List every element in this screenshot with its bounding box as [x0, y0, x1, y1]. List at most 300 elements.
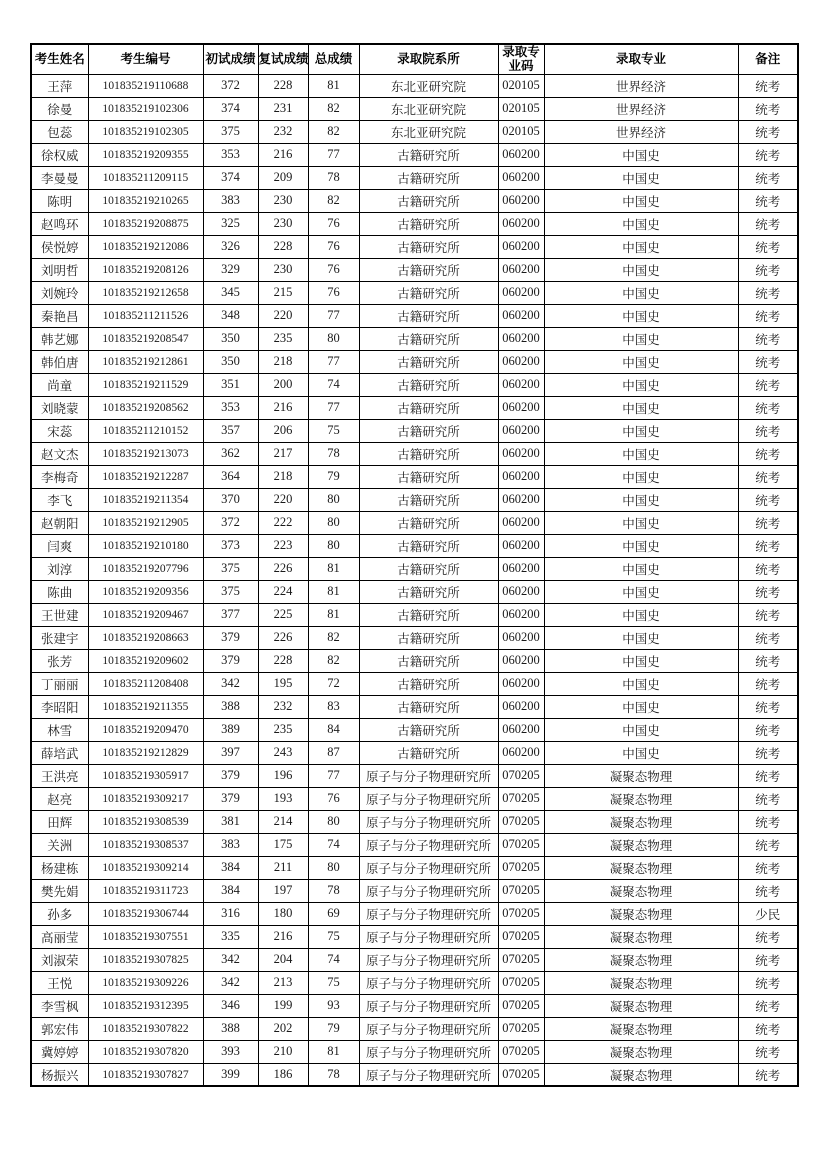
cell-retest-score: 231 [258, 97, 308, 120]
cell-major-code: 070205 [498, 810, 544, 833]
cell-remark: 统考 [738, 1017, 798, 1040]
cell-retest-score: 232 [258, 120, 308, 143]
cell-total-score: 74 [308, 833, 359, 856]
cell-department: 古籍研究所 [359, 488, 498, 511]
cell-initial-score: 351 [203, 373, 258, 396]
cell-total-score: 78 [308, 166, 359, 189]
table-row [31, 442, 798, 465]
cell-total-score: 77 [308, 143, 359, 166]
cell-remark: 统考 [738, 488, 798, 511]
cell-major-code: 060200 [498, 672, 544, 695]
cell-major-code: 060200 [498, 304, 544, 327]
cell-department: 古籍研究所 [359, 626, 498, 649]
table-row [31, 465, 798, 488]
cell-remark: 统考 [738, 603, 798, 626]
cell-department: 原子与分子物理研究所 [359, 879, 498, 902]
cell-name: 赵鸣环 [31, 212, 88, 235]
cell-major: 凝聚态物理 [544, 879, 738, 902]
cell-retest-score: 206 [258, 419, 308, 442]
cell-department: 东北亚研究院 [359, 74, 498, 97]
cell-major: 中国史 [544, 626, 738, 649]
cell-major: 中国史 [544, 442, 738, 465]
cell-retest-score: 230 [258, 189, 308, 212]
cell-name: 杨振兴 [31, 1063, 88, 1086]
cell-department: 原子与分子物理研究所 [359, 948, 498, 971]
cell-major: 世界经济 [544, 97, 738, 120]
cell-total-score: 82 [308, 626, 359, 649]
cell-remark: 统考 [738, 465, 798, 488]
cell-major: 中国史 [544, 511, 738, 534]
cell-total-score: 78 [308, 1063, 359, 1086]
cell-department: 古籍研究所 [359, 672, 498, 695]
cell-major: 凝聚态物理 [544, 971, 738, 994]
cell-candidate-id: 101835219209470 [88, 718, 203, 741]
cell-department: 原子与分子物理研究所 [359, 971, 498, 994]
cell-initial-score: 384 [203, 856, 258, 879]
admission-table [30, 43, 799, 1087]
cell-initial-score: 374 [203, 166, 258, 189]
cell-total-score: 75 [308, 971, 359, 994]
cell-major-code: 070205 [498, 879, 544, 902]
cell-retest-score: 217 [258, 442, 308, 465]
cell-remark: 统考 [738, 649, 798, 672]
cell-total-score: 83 [308, 695, 359, 718]
cell-total-score: 76 [308, 281, 359, 304]
cell-retest-score: 196 [258, 764, 308, 787]
cell-name: 刘明哲 [31, 258, 88, 281]
col-header-retest-score: 复试成绩 [258, 44, 308, 74]
table-row [31, 1017, 798, 1040]
cell-major: 中国史 [544, 350, 738, 373]
cell-department: 原子与分子物理研究所 [359, 1017, 498, 1040]
cell-major-code: 060200 [498, 465, 544, 488]
cell-initial-score: 379 [203, 764, 258, 787]
cell-initial-score: 348 [203, 304, 258, 327]
cell-major: 中国史 [544, 649, 738, 672]
cell-candidate-id: 101835211211526 [88, 304, 203, 327]
cell-major-code: 070205 [498, 1017, 544, 1040]
cell-remark: 统考 [738, 74, 798, 97]
cell-remark: 统考 [738, 327, 798, 350]
cell-name: 尚童 [31, 373, 88, 396]
col-header-department: 录取院系所 [359, 44, 498, 74]
cell-department: 古籍研究所 [359, 580, 498, 603]
cell-major-code: 060200 [498, 695, 544, 718]
cell-total-score: 82 [308, 120, 359, 143]
cell-remark: 统考 [738, 212, 798, 235]
cell-department: 古籍研究所 [359, 557, 498, 580]
cell-name: 王世建 [31, 603, 88, 626]
table-row [31, 97, 798, 120]
table-row [31, 143, 798, 166]
cell-candidate-id: 101835219211355 [88, 695, 203, 718]
cell-major: 中国史 [544, 304, 738, 327]
cell-initial-score: 374 [203, 97, 258, 120]
cell-remark: 统考 [738, 166, 798, 189]
cell-initial-score: 384 [203, 879, 258, 902]
cell-major-code: 060200 [498, 442, 544, 465]
cell-candidate-id: 101835219212658 [88, 281, 203, 304]
cell-department: 原子与分子物理研究所 [359, 764, 498, 787]
cell-candidate-id: 101835219307822 [88, 1017, 203, 1040]
cell-major-code: 060200 [498, 166, 544, 189]
cell-major-code: 060200 [498, 649, 544, 672]
cell-major: 中国史 [544, 258, 738, 281]
cell-initial-score: 329 [203, 258, 258, 281]
cell-major-code: 060200 [498, 281, 544, 304]
cell-major-code: 060200 [498, 373, 544, 396]
cell-major-code: 070205 [498, 833, 544, 856]
cell-name: 陈明 [31, 189, 88, 212]
cell-total-score: 78 [308, 442, 359, 465]
cell-candidate-id: 101835219110688 [88, 74, 203, 97]
cell-candidate-id: 101835219209467 [88, 603, 203, 626]
cell-remark: 统考 [738, 994, 798, 1017]
cell-retest-score: 199 [258, 994, 308, 1017]
table-row [31, 856, 798, 879]
table-row [31, 948, 798, 971]
cell-initial-score: 357 [203, 419, 258, 442]
cell-remark: 统考 [738, 97, 798, 120]
cell-name: 侯悦婷 [31, 235, 88, 258]
table-row [31, 994, 798, 1017]
cell-candidate-id: 101835211209115 [88, 166, 203, 189]
cell-remark: 统考 [738, 1063, 798, 1086]
cell-remark: 统考 [738, 764, 798, 787]
cell-major: 中国史 [544, 534, 738, 557]
cell-total-score: 84 [308, 718, 359, 741]
cell-major: 中国史 [544, 718, 738, 741]
cell-department: 古籍研究所 [359, 143, 498, 166]
table-row [31, 833, 798, 856]
cell-initial-score: 383 [203, 833, 258, 856]
cell-name: 郭宏伟 [31, 1017, 88, 1040]
cell-initial-score: 393 [203, 1040, 258, 1063]
table-body [31, 74, 798, 1086]
cell-retest-score: 232 [258, 695, 308, 718]
cell-department: 原子与分子物理研究所 [359, 925, 498, 948]
cell-retest-score: 197 [258, 879, 308, 902]
cell-remark: 统考 [738, 396, 798, 419]
cell-remark: 统考 [738, 695, 798, 718]
col-header-remark: 备注 [738, 44, 798, 74]
cell-name: 赵朝阳 [31, 511, 88, 534]
cell-retest-score: 225 [258, 603, 308, 626]
cell-department: 原子与分子物理研究所 [359, 994, 498, 1017]
cell-major-code: 060200 [498, 189, 544, 212]
cell-name: 杨建栋 [31, 856, 88, 879]
cell-department: 原子与分子物理研究所 [359, 810, 498, 833]
cell-retest-score: 228 [258, 235, 308, 258]
col-header-major-code: 录取专业码 [498, 44, 544, 74]
cell-department: 古籍研究所 [359, 166, 498, 189]
col-header-total-score: 总成绩 [308, 44, 359, 74]
cell-total-score: 81 [308, 1040, 359, 1063]
cell-initial-score: 381 [203, 810, 258, 833]
cell-major-code: 070205 [498, 994, 544, 1017]
cell-major: 中国史 [544, 488, 738, 511]
cell-total-score: 81 [308, 557, 359, 580]
cell-department: 古籍研究所 [359, 373, 498, 396]
table-row [31, 603, 798, 626]
cell-initial-score: 316 [203, 902, 258, 925]
header-row [31, 44, 798, 74]
cell-remark: 统考 [738, 925, 798, 948]
cell-department: 古籍研究所 [359, 212, 498, 235]
cell-department: 古籍研究所 [359, 465, 498, 488]
cell-department: 古籍研究所 [359, 419, 498, 442]
cell-candidate-id: 101835219208126 [88, 258, 203, 281]
cell-department: 古籍研究所 [359, 695, 498, 718]
col-header-name: 考生姓名 [31, 44, 88, 74]
cell-retest-score: 211 [258, 856, 308, 879]
cell-remark: 统考 [738, 304, 798, 327]
cell-candidate-id: 101835219307825 [88, 948, 203, 971]
cell-candidate-id: 101835219207796 [88, 557, 203, 580]
cell-department: 原子与分子物理研究所 [359, 787, 498, 810]
table-row [31, 649, 798, 672]
cell-retest-score: 215 [258, 281, 308, 304]
cell-total-score: 79 [308, 1017, 359, 1040]
cell-name: 韩伯唐 [31, 350, 88, 373]
cell-remark: 统考 [738, 258, 798, 281]
col-header-candidate-id: 考生编号 [88, 44, 203, 74]
cell-total-score: 72 [308, 672, 359, 695]
cell-candidate-id: 101835219210180 [88, 534, 203, 557]
cell-major-code: 060200 [498, 557, 544, 580]
cell-total-score: 81 [308, 74, 359, 97]
cell-total-score: 78 [308, 879, 359, 902]
cell-remark: 统考 [738, 235, 798, 258]
cell-retest-score: 235 [258, 718, 308, 741]
cell-remark: 统考 [738, 534, 798, 557]
cell-remark: 统考 [738, 281, 798, 304]
cell-major: 中国史 [544, 189, 738, 212]
cell-major: 中国史 [544, 396, 738, 419]
cell-name: 林雪 [31, 718, 88, 741]
cell-initial-score: 345 [203, 281, 258, 304]
cell-total-score: 77 [308, 304, 359, 327]
cell-remark: 统考 [738, 833, 798, 856]
cell-major: 凝聚态物理 [544, 1040, 738, 1063]
table-row [31, 304, 798, 327]
cell-major-code: 070205 [498, 971, 544, 994]
cell-remark: 统考 [738, 557, 798, 580]
table-row [31, 419, 798, 442]
cell-name: 张建宇 [31, 626, 88, 649]
cell-major: 中国史 [544, 580, 738, 603]
cell-retest-score: 228 [258, 649, 308, 672]
cell-total-score: 79 [308, 465, 359, 488]
cell-major-code: 060200 [498, 534, 544, 557]
cell-major-code: 060200 [498, 327, 544, 350]
table-row [31, 741, 798, 764]
cell-candidate-id: 101835219309214 [88, 856, 203, 879]
cell-candidate-id: 101835219307827 [88, 1063, 203, 1086]
cell-remark: 统考 [738, 718, 798, 741]
cell-retest-score: 216 [258, 143, 308, 166]
cell-retest-score: 220 [258, 304, 308, 327]
cell-department: 东北亚研究院 [359, 97, 498, 120]
cell-candidate-id: 101835219209356 [88, 580, 203, 603]
cell-major-code: 060200 [498, 396, 544, 419]
cell-major-code: 060200 [498, 511, 544, 534]
table-row [31, 189, 798, 212]
cell-retest-score: 175 [258, 833, 308, 856]
cell-department: 原子与分子物理研究所 [359, 856, 498, 879]
cell-initial-score: 397 [203, 741, 258, 764]
cell-candidate-id: 101835219307551 [88, 925, 203, 948]
cell-major-code: 070205 [498, 856, 544, 879]
cell-retest-score: 216 [258, 396, 308, 419]
cell-candidate-id: 101835219212287 [88, 465, 203, 488]
cell-department: 东北亚研究院 [359, 120, 498, 143]
cell-remark: 统考 [738, 810, 798, 833]
cell-initial-score: 375 [203, 580, 258, 603]
cell-total-score: 77 [308, 350, 359, 373]
cell-major-code: 070205 [498, 787, 544, 810]
cell-retest-score: 220 [258, 488, 308, 511]
cell-remark: 统考 [738, 442, 798, 465]
cell-total-score: 87 [308, 741, 359, 764]
cell-remark: 统考 [738, 948, 798, 971]
cell-retest-score: 235 [258, 327, 308, 350]
cell-major: 凝聚态物理 [544, 948, 738, 971]
cell-candidate-id: 101835219211529 [88, 373, 203, 396]
cell-retest-score: 214 [258, 810, 308, 833]
table-row [31, 327, 798, 350]
cell-major-code: 070205 [498, 1063, 544, 1086]
cell-major-code: 060200 [498, 350, 544, 373]
table-row [31, 580, 798, 603]
cell-total-score: 76 [308, 787, 359, 810]
cell-major: 凝聚态物理 [544, 925, 738, 948]
col-header-initial-score: 初试成绩 [203, 44, 258, 74]
cell-major: 中国史 [544, 281, 738, 304]
cell-candidate-id: 101835219306744 [88, 902, 203, 925]
cell-retest-score: 218 [258, 350, 308, 373]
cell-major: 凝聚态物理 [544, 902, 738, 925]
cell-major: 凝聚态物理 [544, 787, 738, 810]
cell-name: 刘淳 [31, 557, 88, 580]
cell-department: 原子与分子物理研究所 [359, 1063, 498, 1086]
cell-major: 中国史 [544, 327, 738, 350]
table-row [31, 166, 798, 189]
table-row [31, 718, 798, 741]
cell-major: 中国史 [544, 212, 738, 235]
table-row [31, 1040, 798, 1063]
table-row [31, 672, 798, 695]
cell-total-score: 80 [308, 856, 359, 879]
cell-major: 世界经济 [544, 120, 738, 143]
cell-initial-score: 379 [203, 787, 258, 810]
cell-major: 凝聚态物理 [544, 1017, 738, 1040]
cell-total-score: 74 [308, 948, 359, 971]
cell-initial-score: 346 [203, 994, 258, 1017]
cell-major: 凝聚态物理 [544, 833, 738, 856]
cell-initial-score: 325 [203, 212, 258, 235]
cell-major: 中国史 [544, 166, 738, 189]
cell-total-score: 82 [308, 97, 359, 120]
cell-name: 闫爽 [31, 534, 88, 557]
cell-major: 中国史 [544, 465, 738, 488]
cell-department: 古籍研究所 [359, 718, 498, 741]
cell-retest-score: 226 [258, 557, 308, 580]
cell-department: 古籍研究所 [359, 350, 498, 373]
cell-name: 李飞 [31, 488, 88, 511]
col-header-major: 录取专业 [544, 44, 738, 74]
cell-major-code: 020105 [498, 74, 544, 97]
cell-candidate-id: 101835219305917 [88, 764, 203, 787]
cell-department: 古籍研究所 [359, 511, 498, 534]
cell-initial-score: 353 [203, 396, 258, 419]
cell-retest-score: 222 [258, 511, 308, 534]
cell-major: 凝聚态物理 [544, 856, 738, 879]
table-row [31, 350, 798, 373]
cell-retest-score: 180 [258, 902, 308, 925]
cell-major: 中国史 [544, 695, 738, 718]
table-row [31, 120, 798, 143]
cell-total-score: 76 [308, 258, 359, 281]
cell-name: 丁丽丽 [31, 672, 88, 695]
cell-name: 孙多 [31, 902, 88, 925]
cell-department: 古籍研究所 [359, 327, 498, 350]
table-row [31, 810, 798, 833]
cell-remark: 统考 [738, 879, 798, 902]
cell-candidate-id: 101835219309226 [88, 971, 203, 994]
cell-initial-score: 326 [203, 235, 258, 258]
cell-major-code: 060200 [498, 212, 544, 235]
cell-major: 中国史 [544, 373, 738, 396]
cell-retest-score: 224 [258, 580, 308, 603]
cell-total-score: 82 [308, 189, 359, 212]
cell-remark: 统考 [738, 787, 798, 810]
cell-name: 李曼曼 [31, 166, 88, 189]
cell-major-code: 070205 [498, 948, 544, 971]
cell-remark: 统考 [738, 741, 798, 764]
cell-initial-score: 372 [203, 511, 258, 534]
cell-name: 李昭阳 [31, 695, 88, 718]
cell-retest-score: 213 [258, 971, 308, 994]
cell-retest-score: 193 [258, 787, 308, 810]
cell-initial-score: 379 [203, 649, 258, 672]
cell-retest-score: 209 [258, 166, 308, 189]
cell-major-code: 060200 [498, 258, 544, 281]
cell-department: 古籍研究所 [359, 534, 498, 557]
cell-candidate-id: 101835219102306 [88, 97, 203, 120]
cell-name: 张芳 [31, 649, 88, 672]
table-row [31, 787, 798, 810]
cell-candidate-id: 101835219208875 [88, 212, 203, 235]
cell-major-code: 020105 [498, 120, 544, 143]
cell-initial-score: 373 [203, 534, 258, 557]
table-row [31, 373, 798, 396]
cell-total-score: 93 [308, 994, 359, 1017]
cell-initial-score: 399 [203, 1063, 258, 1086]
cell-department: 古籍研究所 [359, 396, 498, 419]
cell-candidate-id: 101835219309217 [88, 787, 203, 810]
cell-candidate-id: 101835219308537 [88, 833, 203, 856]
cell-major-code: 060200 [498, 626, 544, 649]
table-row [31, 695, 798, 718]
cell-candidate-id: 101835219208562 [88, 396, 203, 419]
cell-total-score: 80 [308, 488, 359, 511]
cell-name: 刘婉玲 [31, 281, 88, 304]
cell-retest-score: 200 [258, 373, 308, 396]
cell-major: 中国史 [544, 557, 738, 580]
table-row [31, 557, 798, 580]
cell-major-code: 060200 [498, 235, 544, 258]
